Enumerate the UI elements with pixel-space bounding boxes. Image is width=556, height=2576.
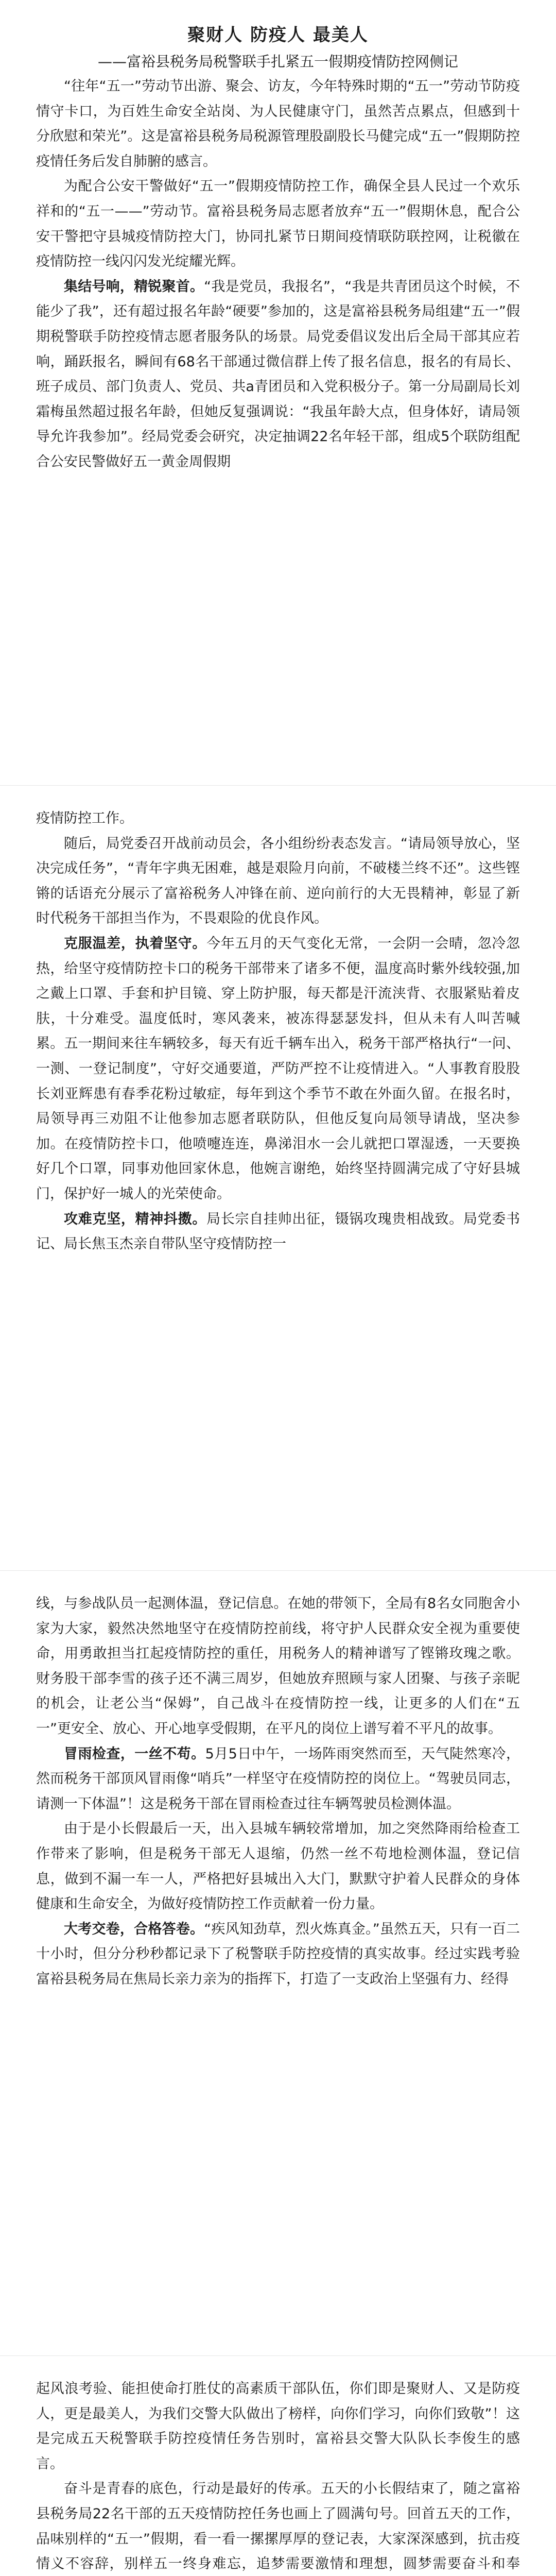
page-4: [0, 2356, 556, 2576]
page-1: [0, 0, 556, 475]
paragraph-lead: 克服温差，执着坚守。: [64, 935, 207, 952]
paragraph-text: 由于是小长假最后一天，出入县城车辆较常增加，加之突然降雨给检查工作带来了影响，但是税务干部无人退缩，仍然一丝不苟地检测体温，登记信息，做到不漏一车一人，严格把好县城出入大门，默默守护着人民群众的身体健康和生命安全，为做好疫情防控工作贡献着一份力量。: [36, 1821, 520, 1912]
page-body: [36, 1591, 520, 1992]
paragraph-text: 起风浪考验、能担使命打胜仗的高素质干部队伍，你们即是聚财人、又是防疫人，更是最美人，为我们交警大队做出了榜样，向你们学习，向你们致敬”！这是完成五天税警联手防控疫情任务告别时，富裕县交警大队队长李俊生的感言。: [36, 2381, 520, 2472]
paragraph: [36, 275, 520, 475]
paragraph-lead: 攻难克坚，精神抖擞。: [64, 1211, 207, 1227]
paragraph-text: 奋斗是青春的底色，行动是最好的传承。五天的小长假结束了，随之富裕县税务局22名干部的五天疫情防控任务也画上了圆满句号。回首五天的工作，品味别样的“五一”假期，看一看一摞摞厚厚的登记表，大家深深感到，抗击疫情义不容辞，别样五一终身难忘，追梦需要激情和理想，圆梦需要奋斗和奉: [36, 2481, 520, 2572]
paragraph: [36, 174, 520, 274]
paragraph-lead: 冒雨检查，一丝不苟。: [64, 1745, 205, 1762]
paragraph: [36, 832, 520, 931]
paragraph-text: 为配合公安干警做好“五一”假期疫情防控工作，确保全县人民过一个欢乐祥和的“五一——”劳动节。富裕县税务局志愿者放弃“五一”假期休息，配合公安干警把守县城疫情防控大门，协同扎紧节日期间疫情联防联控网，让税徽在疫情防控一线闪闪发光绽耀光辉。: [36, 178, 520, 270]
paragraph: [36, 1817, 520, 1917]
paragraph-text: 局长宗自挂帅出征，镊锅攻瑰贵相战致。局党委书记、局长焦玉杰亲自带队坚守疫情防控一: [36, 1211, 520, 1252]
page-3: [0, 1571, 556, 1992]
document-subtitle: ——富裕县税务局税警联手扎紧五一假期疫情防控网侧记: [97, 53, 458, 70]
paragraph-text: “我是党员，我报名”，“我是共青团员这个时候，不能少了我”，还有超过报名年龄“硬要”参加的，这是富裕县税务局组建“五一”假期税警联手防控疫情志愿者服务队的场景。局党委倡议发出后全局干部其应若响，踊跃报名，瞬间有68名干部通过微信群上传了报名信息，报名的有局长、班子成员、部门负责人、党员、共a青团员和入党积极分子。第一分局副局长刘霜梅虽然超过报名年龄，但她反复强调说：“我虽年龄大点，但身体好，请局领导允许我参加”。经局党委会研究，决定抽调22名年轻干部，组成5个联防组配合公安民警做好五一黄金周假期: [36, 278, 520, 470]
page-body: [36, 74, 520, 475]
paragraph: [36, 1917, 520, 1992]
paragraph-text: 5月5日中午，一场阵雨突然而至，天气陡然寒冷，然而税务干部顶风冒雨像“哨兵”一样坚守在疫情防控的岗位上。“驾驶员同志，请测一下体温”！这是税务干部在冒雨检查过往车辆驾驶员检测体温。: [36, 1745, 520, 1812]
paragraph: [36, 1591, 520, 1742]
paragraph: [36, 806, 520, 832]
paragraph-text: “疾风知劲草，烈火炼真金。”虽然五天，只有一百二十小时，但分分秒秒都记录下了税警联手防控疫情的真实故事。经过实践考验富裕县税务局在焦局长亲力亲为的指挥下，打造了一支政治上坚强有力、经得: [36, 1921, 520, 1987]
paragraph: [36, 74, 520, 174]
paragraph-text: 疫情防控工作。: [36, 810, 133, 826]
paragraph-lead: 集结号响，精锐聚首。: [64, 278, 204, 295]
paragraph-text: 随后，局党委召开战前动员会，各小组纷纷表态发言。“请局领导放心，坚决完成任务”，“青年字典无困难，越是艰险月向前，不破楼兰终不还”。这些铿锵的话语充分展示了富裕税务人冲锋在前、逆向前行的大无畏精神，彰显了新时代税务干部担当作为，不畏艰险的优良作风。: [36, 835, 520, 927]
paragraph-text: “往年“五一”劳动节出游、聚会、访友，今年特殊时期的“五一”劳动节防疫情守卡口，为百姓生命安全站岗、为人民健康守门，虽然苦点累点，但感到十分欣慰和荣光”。这是富裕县税务局税源管理股副股长马健完成“五一”假期防控疫情任务后发自肺腑的感言。: [36, 78, 520, 170]
page-body: [36, 2377, 520, 2576]
paragraph: [36, 2377, 520, 2477]
paragraph-lead: 大考交卷，合格答卷。: [64, 1921, 204, 1937]
page-2: [0, 786, 556, 1257]
paragraph: [36, 2477, 520, 2576]
paragraph-text: 线，与参战队员一起测体温，登记信息。在她的带领下，全局有8名女同胞舍小家为大家，毅然决然地坚守在疫情防控前线，将守护人民群众安全视为重要使命，用勇敢担当扛起疫情防控的重任，用税务人的精神谱写了铿锵玫瑰之歌。财务股干部李雪的孩子还不满三周岁，但她放弃照顾与家人团聚、与孩子亲昵的机会，让老公当“保姆”，自己战斗在疫情防控一线，让更多的人们在“五一”更安全、放心、开心地享受假期，在平凡的岗位上谱写着不平凡的故事。: [36, 1596, 520, 1737]
paragraph: [36, 1742, 520, 1817]
paragraph: [36, 931, 520, 1207]
paragraph-text: 今年五月的天气变化无常，一会阴一会晴，忽冷忽热，给坚守疫情防控卡口的税务干部带来了诸多不便，温度高时紫外线较强,加之戴上口罩、手套和护目镜、穿上防护服，每天都是汗流浃背、衣服紧贴着皮肤，十分难受。温度低时，寒风袭来，被冻得瑟瑟发抖，但从未有人叫苦喊累。五一期间来往车辆较多，每天有近千辆车出入，税务干部严格执行“一问、一测、一登记制度”，守好交通要道，严防严控不让疫情进入。“人事教育股股长刘亚辉患有春季花粉过敏症，每年到这个季节不敢在外面久留。在报名时，局领导再三劝阻不让他参加志愿者联防队，但他反复向局领导请战，坚决参加。在疫情防控卡口，他喷嚏连连，鼻涕泪水一会儿就把口罩湿透，一天要换好几个口罩，同事劝他回家休息，他婉言谢绝，始终坚持圆满完成了守好县城门，保护好一城人的光荣使命。: [36, 935, 520, 1202]
paragraph: [36, 1207, 520, 1257]
page-body: [36, 806, 520, 1257]
document-title: 聚财人 防疫人 最美人: [187, 25, 369, 45]
